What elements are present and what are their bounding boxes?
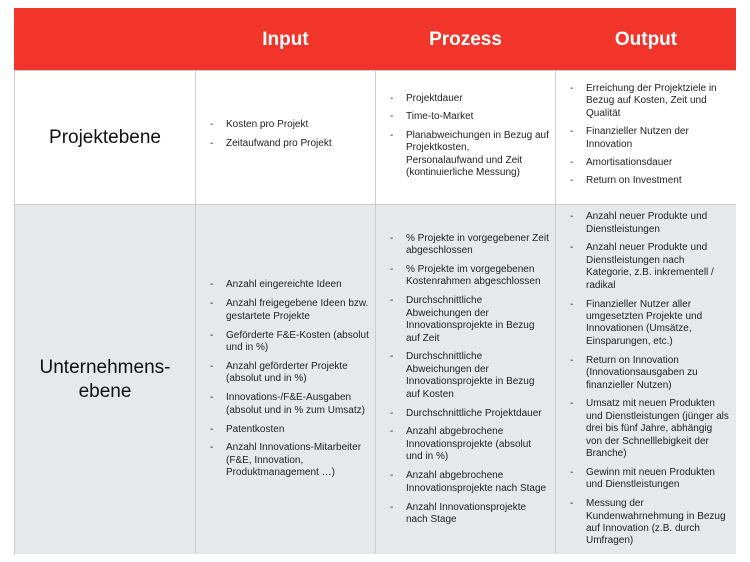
list-item: - Durchschnittliche Projektdauer [390, 408, 549, 420]
projektebene-output-cell [555, 70, 736, 204]
projektebene-input-list [210, 119, 369, 156]
list-item: - Erreichung der Projektziele in Bezug auf Kosten, Zeit und Qualität [570, 83, 730, 120]
row-label-unternehmensebene [14, 204, 195, 554]
unternehmensebene-input-cell [195, 204, 375, 554]
list-item: - Durchschnittliche Abweichungen der Innovationsprojekte in Bezug auf Kosten [390, 351, 549, 401]
list-item: - Innovations-/F&E-Ausgaben (absolut und in % zum Umsatz) [210, 392, 369, 417]
list-item: - Amortisationsdauer [570, 157, 730, 169]
list-item: - Patentkosten [210, 424, 369, 436]
list-item: - Anzahl neuer Produkte und Dienstleistungen nach Kategorie, z.B. inkrementell / radikal [570, 242, 730, 292]
list-item: - Messung der Kundenwahrnehmung in Bezug auf Innovation (z.B. durch Umfragen) [570, 498, 730, 548]
header-prozess: Prozess [375, 8, 555, 70]
list-item: - Anzahl abgebrochene Innovationsprojekte nach Stage [390, 470, 549, 495]
list-item: - Gewinn mit neuen Produkten und Dienstleistungen [570, 467, 730, 492]
list-item: - Anzahl freigegebene Ideen bzw. gestartete Projekte [210, 298, 369, 323]
list-item: - Zeitaufwand pro Projekt [210, 138, 369, 150]
list-item: - Projektdauer [390, 93, 549, 105]
list-item: - % Projekte in vorgegebener Zeit abgeschlossen [390, 233, 549, 258]
list-item: - Kosten pro Projekt [210, 119, 369, 131]
unternehmensebene-prozess-list [390, 233, 549, 527]
list-item: - Finanzieller Nutzen der Innovation [570, 126, 730, 151]
list-item: - % Projekte im vorgegebenen Kostenrahmen abgeschlossen [390, 264, 549, 289]
list-item: - Return on Innovation (Innovationsausgaben zu finanzieller Nutzen) [570, 355, 730, 392]
unternehmensebene-prozess-cell [375, 204, 555, 554]
unternehmensebene-output-list [570, 211, 730, 548]
list-item: - Anzahl Innovationsprojekte nach Stage [390, 502, 549, 527]
list-item: - Anzahl geförderter Projekte (absolut und in %) [210, 361, 369, 386]
projektebene-prozess-list [390, 93, 549, 185]
list-item: - Anzahl abgebrochene Innovationsprojekte (absolut und in %) [390, 426, 549, 463]
projektebene-prozess-cell [375, 70, 555, 204]
header-output: Output [555, 8, 736, 70]
row-label-unternehmensebene-text: Unternehmens-ebene [39, 356, 171, 402]
list-item: - Geförderte F&E-Kosten (absolut und in %) [210, 330, 369, 355]
projektebene-input-cell [195, 70, 375, 204]
list-item: - Finanzieller Nutzer aller umgesetzten Projekte und Innovationen (Umsätze, Einsparungen, etc.) [570, 299, 730, 349]
list-item: - Return on Investment [570, 175, 730, 187]
header-empty-cell [14, 8, 195, 70]
list-item: - Planabweichungen in Bezug auf Projektkosten, Personalaufwand und Zeit (kontinuierliche Messung) [390, 130, 549, 180]
row-label-projektebene: Projektebene [14, 70, 195, 204]
kpi-table [14, 8, 736, 554]
unternehmensebene-input-list [210, 279, 369, 479]
list-item: - Umsatz mit neuen Produkten und Dienstleistungen (jünger als drei bis fünf Jahre, abhängig von der Schnelllebigkeit der Branche) [570, 398, 730, 460]
list-item: - Anzahl neuer Produkte und Dienstleistungen [570, 211, 730, 236]
unternehmensebene-output-cell [555, 204, 736, 554]
projektebene-output-list [570, 83, 730, 194]
header-input: Input [195, 8, 375, 70]
list-item: - Anzahl Innovations-Mitarbeiter (F&E, Innovation, Produktmanagement …) [210, 442, 369, 479]
list-item: - Time-to-Market [390, 111, 549, 123]
list-item: - Durchschnittliche Abweichungen der Innovationsprojekte in Bezug auf Zeit [390, 295, 549, 345]
list-item: - Anzahl eingereichte Ideen [210, 279, 369, 291]
